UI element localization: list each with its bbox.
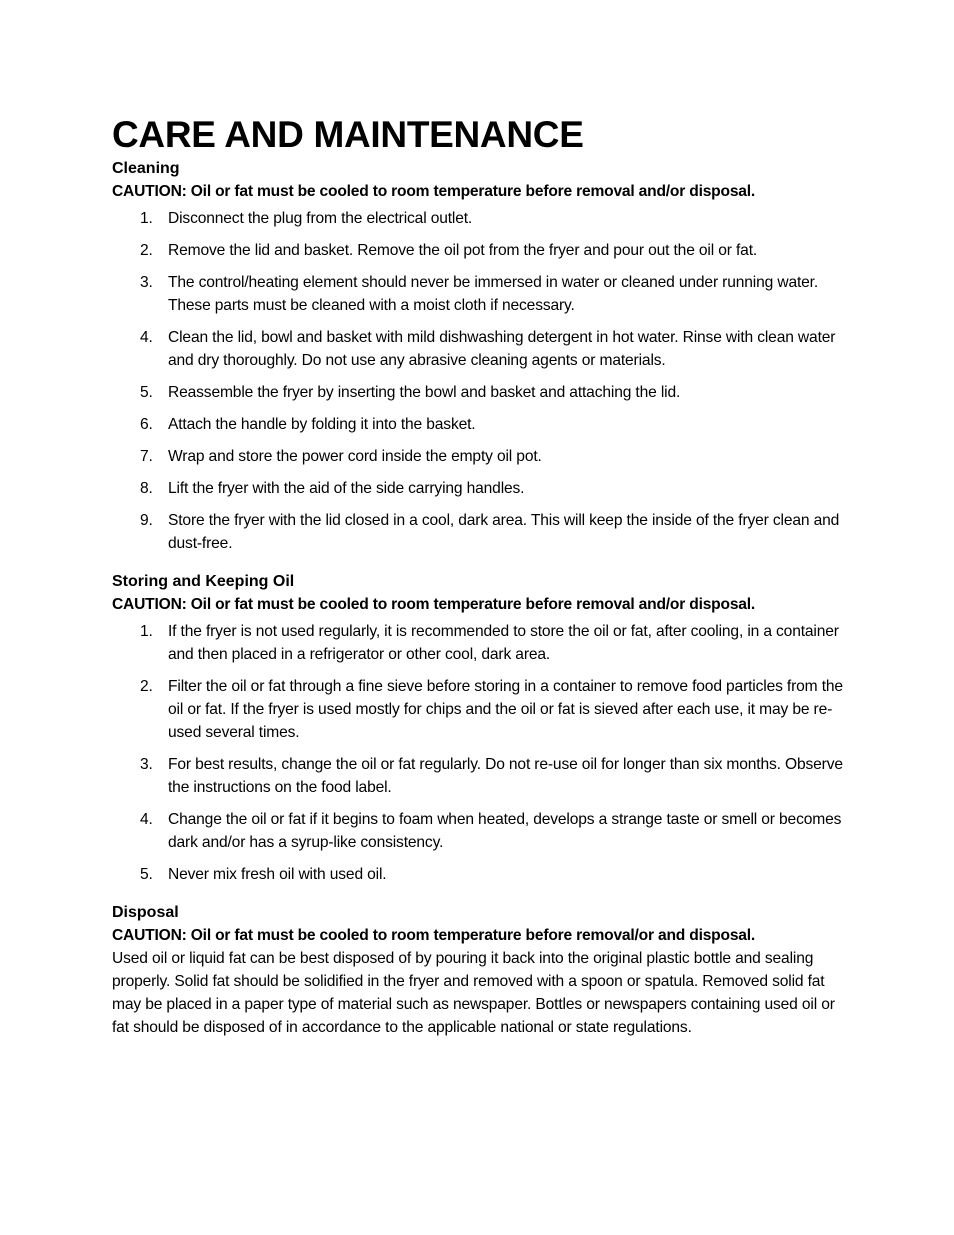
list-item	[112, 445, 847, 468]
list-item	[112, 239, 847, 262]
step-number: 8.	[140, 480, 153, 497]
cleaning-section	[112, 157, 847, 555]
list-item	[112, 413, 847, 436]
cleaning-steps-list	[112, 207, 847, 555]
disposal-body-text: Used oil or liquid fat can be best disposed of by pouring it back into the original plastic bottle and sealing properly. Solid fat should be solidified in the fryer and removed with a spoon or spatula. Removed solid fat may be placed in a paper type of material such as newspaper. Bottles or newspapers containing used oil or fat should be disposed of in accordance to the applicable national or state regulations.	[112, 950, 835, 1036]
document-page	[112, 113, 847, 1039]
step-text: Store the fryer with the lid closed in a cool, dark area. This will keep the inside of the fryer clean and dust-free.	[168, 512, 840, 552]
step-number: 2.	[140, 242, 153, 259]
step-text: Never mix fresh oil with used oil.	[168, 866, 387, 883]
section-heading-disposal: Disposal	[112, 904, 179, 921]
step-number: 9.	[140, 512, 153, 529]
step-number: 7.	[140, 448, 153, 465]
step-number: 2.	[140, 678, 153, 695]
step-text: The control/heating element should never be immersed in water or cleaned under running water. These parts must be cleaned with a moist cloth if necessary.	[168, 274, 819, 314]
step-number: 5.	[140, 866, 153, 883]
caution-storing: CAUTION: Oil or fat must be cooled to room temperature before removal and/or disposal.	[112, 596, 756, 613]
caution-disposal: CAUTION: Oil or fat must be cooled to room temperature before removal/or and disposal.	[112, 927, 756, 944]
step-text: Remove the lid and basket. Remove the oil pot from the fryer and pour out the oil or fat.	[168, 242, 758, 259]
step-text: Change the oil or fat if it begins to foam when heated, develops a strange taste or smell or becomes dark and/or has a syrup-like consistency.	[168, 811, 842, 851]
list-item	[112, 381, 847, 404]
step-text: If the fryer is not used regularly, it is recommended to store the oil or fat, after cooling, in a container and then placed in a refrigerator or other cool, dark area.	[168, 623, 839, 663]
step-text: Reassemble the fryer by inserting the bowl and basket and attaching the lid.	[168, 384, 681, 401]
caution-cleaning: CAUTION: Oil or fat must be cooled to room temperature before removal and/or disposal.	[112, 183, 756, 200]
step-number: 4.	[140, 811, 153, 828]
step-number: 1.	[140, 210, 153, 227]
list-item	[112, 509, 847, 555]
step-text: Filter the oil or fat through a fine sieve before storing in a container to remove food particles from the oil or fat. If the fryer is used mostly for chips and the oil or fat is sieved after each use, it may be re-used several times.	[168, 678, 843, 741]
step-text: Clean the lid, bowl and basket with mild dishwashing detergent in hot water. Rinse with clean water and dry thoroughly. Do not use any abrasive cleaning agents or materials.	[168, 329, 836, 369]
list-item	[112, 620, 847, 666]
step-text: Disconnect the plug from the electrical outlet.	[168, 210, 473, 227]
step-text: Wrap and store the power cord inside the empty oil pot.	[168, 448, 542, 465]
step-number: 3.	[140, 756, 153, 773]
step-number: 6.	[140, 416, 153, 433]
list-item	[112, 326, 847, 372]
step-number: 1.	[140, 623, 153, 640]
disposal-section	[112, 901, 847, 1039]
page-title: CARE AND MAINTENANCE	[112, 114, 584, 155]
list-item	[112, 271, 847, 317]
storing-steps-list	[112, 620, 847, 886]
list-item	[112, 477, 847, 500]
list-item	[112, 808, 847, 854]
step-text: Lift the fryer with the aid of the side carrying handles.	[168, 480, 525, 497]
list-item	[112, 753, 847, 799]
step-number: 3.	[140, 274, 153, 291]
step-text: Attach the handle by folding it into the basket.	[168, 416, 476, 433]
section-heading-storing: Storing and Keeping Oil	[112, 573, 295, 590]
storing-section	[112, 570, 847, 886]
list-item	[112, 675, 847, 744]
step-text: For best results, change the oil or fat regularly. Do not re-use oil for longer than six months. Observe the instructions on the food label.	[168, 756, 843, 796]
list-item	[112, 863, 847, 886]
section-heading-cleaning: Cleaning	[112, 160, 180, 177]
step-number: 5.	[140, 384, 153, 401]
step-number: 4.	[140, 329, 153, 346]
list-item	[112, 207, 847, 230]
